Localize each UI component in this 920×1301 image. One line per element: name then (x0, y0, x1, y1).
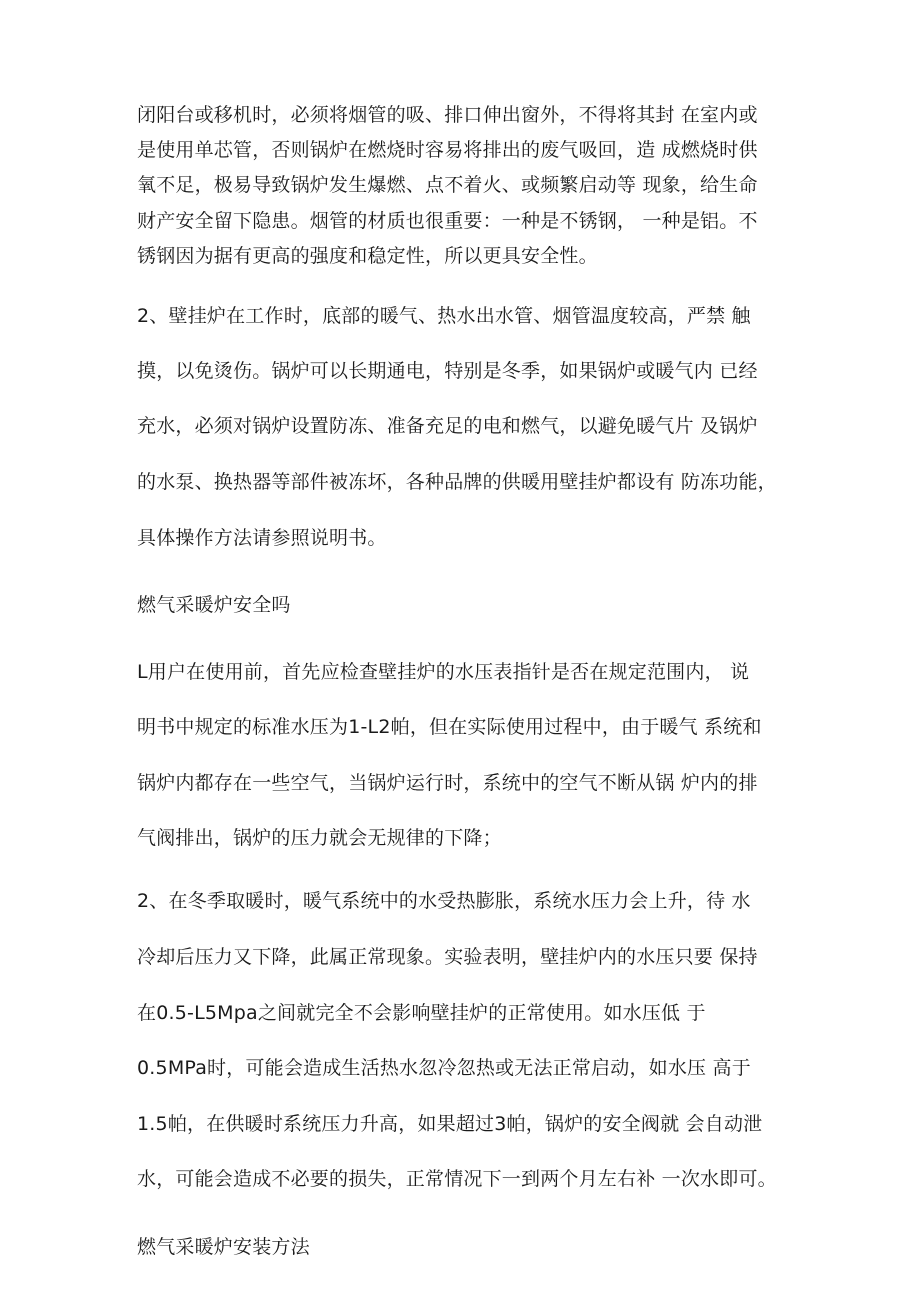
text-line: 锈钢因为据有更高的强度和稳定性，所以更具安全性。 (137, 245, 598, 267)
text-line: 明书中规定的标准水压为1-L2帕，但在实际使用过程中，由于暖气 系统和 (137, 716, 762, 738)
text-line: L用户在使用前，首先应检查壁挂炉的水压表指针是否在规定范围内， 说 (137, 661, 750, 683)
text-line: 闭阳台或移机时，必须将烟管的吸、排口伸出窗外，不得将其封 在室内或 (137, 104, 758, 126)
text-line: 在0.5-L5Mpa之间就完全不会影响壁挂炉的正常使用。如水压低 于 (137, 1002, 706, 1024)
text-line: 是使用单芯管，否则锅炉在燃烧时容易将排出的废气吸回，造 成燃烧时供 (137, 139, 758, 161)
text-line: 1.5帕，在供暖时系统压力升高，如果超过3帕，锅炉的安全阀就 会自动泄 (137, 1113, 763, 1135)
section-heading-installation: 燃气采暖炉安装方法 (137, 1236, 310, 1258)
text-line: 充水，必须对锅炉设置防冻、准备充足的电和燃气，以避免暖气片 及锅炉 (137, 415, 758, 437)
text-line: 具体操作方法请参照说明书。 (137, 527, 387, 549)
text-line: 气阀排出，锅炉的压力就会无规律的下降； (137, 827, 502, 849)
text-line: 冷却后压力又下降，此属正常现象。实验表明，壁挂炉内的水压只要 保持 (137, 946, 758, 968)
text-line: 摸，以免烫伤。锅炉可以长期通电，特别是冬季，如果锅炉或暖气内 已经 (137, 360, 758, 382)
text-line: 的水泵、换热器等部件被冻坏，各种品牌的供暖用壁挂炉都设有 防冻功能， (137, 471, 777, 493)
text-line: 2、壁挂炉在工作时，底部的暖气、热水出水管、烟管温度较高，严禁 触 (137, 305, 751, 327)
text-line: 锅炉内都存在一些空气，当锅炉运行时，系统中的空气不断从锅 炉内的排 (137, 772, 758, 794)
text-line: 水，可能会造成不必要的损失，正常情况下一到两个月左右补 一次水即可。 (137, 1168, 777, 1190)
text-line: 财产安全留下隐患。烟管的材质也很重要：一种是不锈钢， 一种是铝。不 (137, 210, 758, 232)
text-line: 2、在冬季取暖时，暖气系统中的水受热膨胀，系统水压力会上升，待 水 (137, 890, 751, 912)
text-line: 氧不足，极易导致锅炉发生爆燃、点不着火、或频繁启动等 现象，给生命 (137, 174, 758, 196)
text-line: 0.5MPa时，可能会造成生活热水忽冷忽热或无法正常启动，如水压 高于 (137, 1057, 751, 1079)
section-heading-safety: 燃气采暖炉安全吗 (137, 594, 291, 616)
